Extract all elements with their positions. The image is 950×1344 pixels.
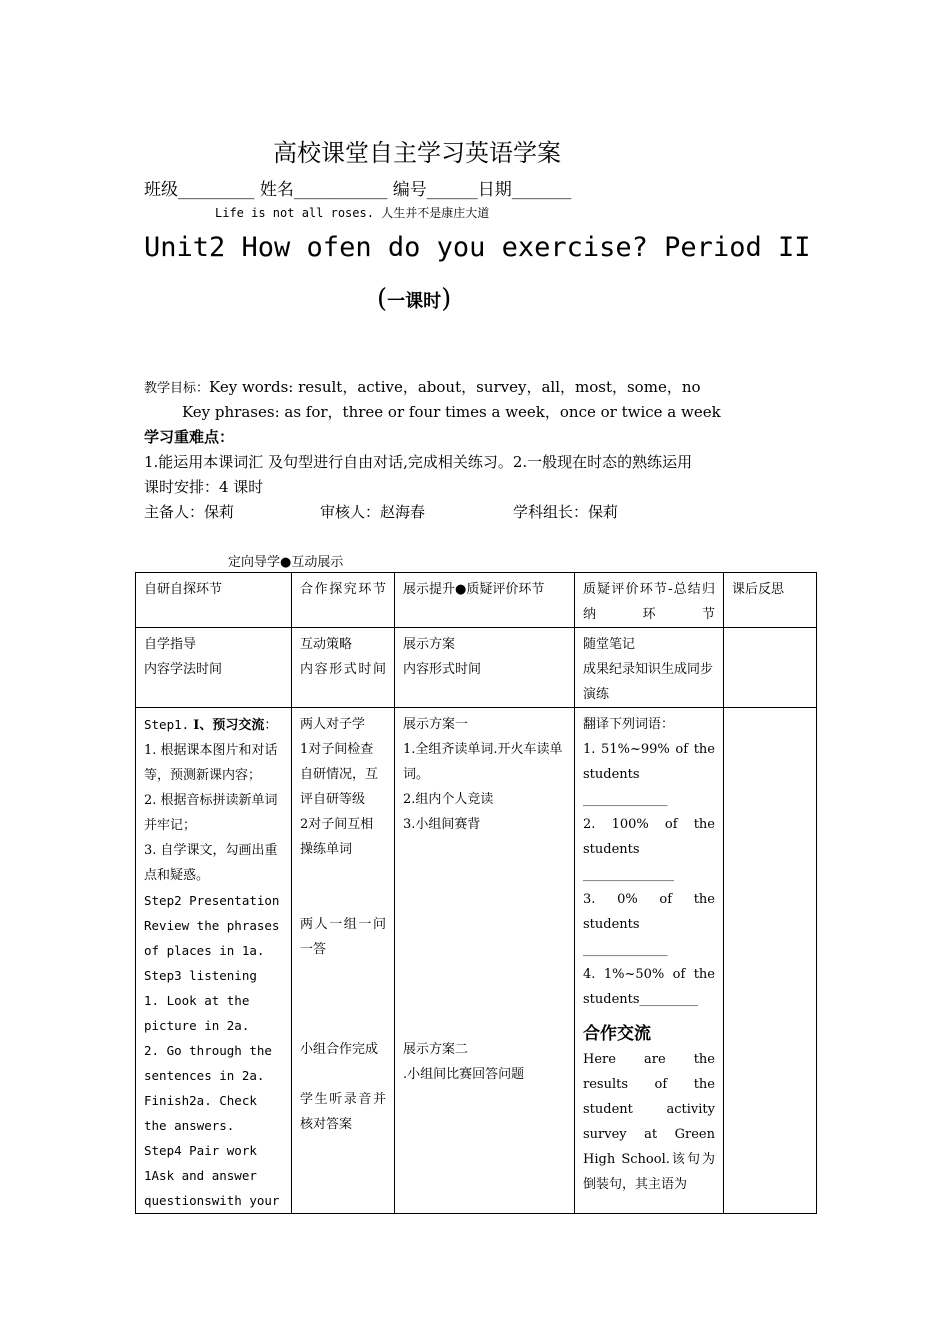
table-header-row <box>136 573 817 628</box>
strategy-listen: 学生听录音并核对答案 <box>300 1092 386 1132</box>
plan-one-item-2: 2.组内个人竞读 <box>403 792 494 807</box>
step3: Step3 listening <box>144 968 257 983</box>
strategy-pair: 两人对子学 <box>300 717 366 732</box>
subheader-col1-line2: 内容学法时间 <box>144 662 223 677</box>
step1-line <box>144 712 283 738</box>
step4-item-1: 1Ask and answer questionswith your <box>144 1168 280 1208</box>
key-points-label: 学习重难点： <box>144 428 235 446</box>
subheader-col1-line1: 自学指导 <box>144 637 197 652</box>
strategy-group: 小组合作完成 <box>300 1042 379 1057</box>
step3-item-2: 2. Go through the sentences in 2a. Finish2a. Check the answers. <box>144 1043 272 1133</box>
step3-item-1: 1. Look at the picture in 2a. <box>144 993 250 1033</box>
step1-prefix: Step1. <box>144 717 190 732</box>
content-col1 <box>136 708 292 1214</box>
step4: Step4 Pair work <box>144 1143 257 1158</box>
plan-one-title: 展示方案一 <box>403 717 469 732</box>
subheader-col3 <box>395 628 575 708</box>
translate-q4: 4. 1%~50% of the students_________ <box>583 967 715 1007</box>
content-col5-reflection <box>724 708 817 1214</box>
document-title: 高校课堂自主学习英语学案 <box>273 139 561 167</box>
step1-colon: ： <box>264 718 278 733</box>
plan-one-item-3: 3.小组间赛背 <box>403 817 481 832</box>
header-presentation: 展示提升●质疑评价环节 <box>395 573 575 628</box>
translate-q2-blank: ______________ <box>583 867 674 882</box>
header-reflection: 课后反思 <box>724 573 817 628</box>
preparer: 主备人：保莉 <box>144 503 235 521</box>
period-label <box>377 284 451 314</box>
strategy-pair-1: 1对子间检查自研情况，互评自研等级 <box>300 742 379 807</box>
subheader-col2-line2: 内容形式时间 <box>300 662 386 677</box>
schedule: 课时安排：4 课时 <box>144 478 264 496</box>
step1-title: I、预习交流 <box>193 718 265 733</box>
subheader-col5 <box>724 628 817 708</box>
translate-q2: 2. 100% of the students <box>583 817 715 857</box>
translate-title: 翻译下列词语： <box>583 717 675 732</box>
subheader-col2 <box>292 628 395 708</box>
period-close-paren: ) <box>441 284 452 314</box>
subheader-col4-line2: 成果纪录知识生成同步演练 <box>583 662 714 702</box>
header-cooperation: 合作探究环节 <box>292 573 395 628</box>
step1-item-1: 1. 根据课本图片和对话等，预测新课内容； <box>144 743 278 783</box>
key-points: 1.能运用本课词汇 及句型进行自由对话,完成相关练习。2.一般现在时态的熟练运用 <box>144 453 693 471</box>
cooperation-text: Here are the results of the student activity survey at Green High School.该句为倒装句，其主语为 <box>583 1052 715 1192</box>
motto-chinese: 人生并不是康庄大道 <box>381 206 490 220</box>
subheader-col1 <box>136 628 292 708</box>
key-phrases: Key phrases: as for，three or four times a week，once or twice a week <box>182 403 721 421</box>
strategy-qa: 两人一组一问一答 <box>300 917 386 957</box>
subheader-col4-line1: 随堂笔记 <box>583 637 636 652</box>
translate-q3-blank: _____________ <box>583 942 668 957</box>
lesson-table <box>135 572 817 1214</box>
table-content-row <box>136 708 817 1214</box>
translate-q1-blank: _____________ <box>583 792 668 807</box>
motto <box>215 204 489 221</box>
content-col3 <box>395 708 575 1214</box>
subheader-col2-line1: 互动策略 <box>300 637 353 652</box>
plan-two-item: .小组间比赛回答问题 <box>403 1067 525 1082</box>
key-words: Key words: result，active，about，survey，all，most，some，no <box>209 378 701 396</box>
plan-one-item-1: 1.全组齐读单词.开火车读单词。 <box>403 742 563 782</box>
period-text: 一课时 <box>387 291 442 312</box>
translate-q3: 3. 0% of the students <box>583 892 715 932</box>
plan-two-title: 展示方案二 <box>403 1042 469 1057</box>
motto-english: Life is not all roses. <box>215 206 374 220</box>
table-subheader-row <box>136 628 817 708</box>
strategy-pair-2: 2对子间互相操练单词 <box>300 817 374 857</box>
student-info-line: 班级_________ 姓名___________ 编号______日期_______ <box>144 180 572 200</box>
content-col2 <box>292 708 395 1214</box>
header-summary: 质疑评价环节-总结归纳环节 <box>575 573 724 628</box>
guide-caption: 定向导学●互动展示 <box>228 555 344 570</box>
subheader-col4 <box>575 628 724 708</box>
content-col4 <box>575 708 724 1214</box>
cooperation-title: 合作交流 <box>583 1024 651 1044</box>
period-open-paren: ( <box>377 284 388 314</box>
unit-title: Unit2 How ofen do you exercise? Period II <box>144 232 811 263</box>
subheader-col3-line1: 展示方案 <box>403 637 456 652</box>
header-self-study: 自研自探环节 <box>136 573 292 628</box>
subject-leader: 学科组长：保莉 <box>513 503 619 521</box>
step1-item-3: 3. 自学课文，勾画出重点和疑惑。 <box>144 843 278 883</box>
subheader-col3-line2: 内容形式时间 <box>403 662 482 677</box>
step1-item-2: 2. 根据音标拼读新单词并牢记； <box>144 793 278 833</box>
translate-q1: 1. 51%~99% of the students <box>583 742 715 782</box>
reviewer: 审核人：赵海春 <box>320 503 426 521</box>
teaching-goal-label: 教学目标： <box>144 381 210 396</box>
teaching-goal-words <box>144 376 701 397</box>
step2: Step2 Presentation Review the phrases of places in 1a. <box>144 893 280 958</box>
